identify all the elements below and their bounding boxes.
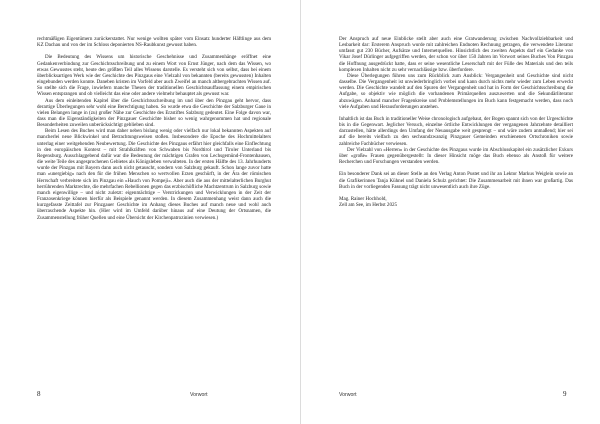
- running-footer: Vorwort: [190, 392, 208, 398]
- paragraph: Ein besonderer Dank sei an dieser Stelle an den Verlag Anton Pustet und ihr an Lektor Markus Weiglein sowie an die Grafikerinnen Tanja Kühnel und Daniela Schulz gerichtet: Die Zusammenarbeit mit ihnen war großartig. Das Buch in der vorliegenden Fassung trägt nicht unwesentlich auch ihre Züge.: [339, 171, 573, 190]
- right-page: [300, 0, 600, 424]
- paragraph: Der Anspruch auf neue Einblicke stellt aber auch eine Gratwanderung zwischen Nachvollziehbarkeit und Lesbarkeit dar: Ersterem Anspruch wurde mit zahlreichen Endnoten Rechnung getragen, die verwendete Literatur umfasst gut 230 Bücher, Aufsätze und Internetquellen. Hinsichtlich des zweiten Aspekts darf ein Gedanke von Vikar Josef Dürlinger aufgegriffen werden, der schon vor über 150 Jahren im Vorwort seines Buches Von Pinzgau die Hoffnung ausgedrückt hatte, dass er seine wesentliche Leserschaft mit der Fülle des Materials und den teils komplexen Inhalten nicht zu sehr vernachlässige bzw. überfordere.: [339, 36, 573, 73]
- running-footer: Vorwort: [339, 392, 357, 398]
- right-page-text: [339, 36, 573, 208]
- paragraph: Die Bedeutung des Wissens um historische Geschehnisse und Zusammenhänge eröffnet eine Gedankenverbindung zur Geschichtsschreibung und zu einem Wort von Ernst Jünger, nach dem das Wissen, wo etwas Gewusstes steht, heute den größten Teil alles Wissens darstelle. Es versteht sich von selbst, dass bei einem überblicksartigen Werk wie der Geschichte des Pinzgaus eine Vielzahl von bekannten (bereits gewussten) Inhalten eingebunden werden konnte. Daneben kristen im Vorfeld aber auch Zweifel an manch altbergebrachten Wissen auf. So stellte sich die Frage, inwiefern manche Thesen der traditionellen Geschichtsauffassung einem empirischen Wissen entsprangen und ob vielleicht das eine oder andere vielmehr behauptet als gewusst war.: [37, 54, 271, 98]
- page-number: 9: [563, 390, 567, 398]
- left-page-text: [37, 36, 271, 221]
- page-number: 8: [37, 390, 41, 398]
- paragraph: Aus dem einleitenden Kapitel über die Geschichtsschreibung im und über den Pinzgau geht hervor, dass derartige Überlegungen sehr wohl eine Berechtigung haben. So wurde etwa die Geschichte der Salzburger Gaue in vielen Belangen lange in (zu) großer Nähe zur Geschichte des Erzstiftes Salzburg gedeutet. Eine Folge davon war, dass man die Eigenständigkeiten der Pinzgauer Geschichte bisher so wenig wahrgenommen hat und regionale Besonderheiten zuweilen unberücksichtigt geblieben sind.: [37, 97, 271, 129]
- paragraph: Beim Lesen des Buches wird man daher neben bislang wenig oder vielfach nur lokal bekannten Aspekten auf mancherlei neue Blickwinkel und Betrachtungsweisen stoßen. Insbesondere die Epoche des Hochmittelalters unterlag einer weitgehenden Neubewertung. Die Geschichte des Pinzgaus erfährt hier gleichfalls eine Einflechtung in den europäischen Kontext – mit Strahlkräften von Schwaben bis Nordtirol und Tiroler Unterland bis Regensburg. Ausschlaggebend dafür war die Bedeutung der mächtigen Grafen von Lechsgemünd-Frontenhausen, die weite Teile des angesprochenen Gebietes als Königsleben verwalteten. In der ersten Hälfte des 13. Jahrhunderts wurde der Pinzgau mit Bayern dann auch nicht getauscht, sondern von Salzburg gekauft. Schon lange zuvor hatte man »unergiebig« nach den für die frühen Menschen so wertvollen Erzen geschürft, in der Ära der römischen Herrschaft verbreitete sich im Pinzgau ein »Hauch von Pompeji«. Aber auch die aus der mittelalterlichen Burghut herrührenden Marktrechte, die mehrfachen Rebellionen gegen das erzbischöfliche Machtzentrum in Salzburg sowie manch eigenwillige – und nicht zuletzt: eigenmächtige – Verstrickungen und Verwicklungen in der Zeit der Franzosenkriege können hierfür als Beispiele genannt werden. In diesem Zusammenhang weist dann auch die kurzgefasste Zeittafel zur Pinzgauer Geschichte im Anhang dieses Buches auf manch neue und wohl auch überraschende Aspekte hin. (Hier wird im Umfeld darüber hinaus auf eine Deutung der Ortsnamen, die Zusammenstellung früher Quellen und eine Übersicht der Kirchenpatrozinien verwiesen.): [37, 128, 271, 221]
- signoff-name: Mag. Rainer Hochhold,: [339, 196, 387, 203]
- paragraph: Der Vielzahl von »Herren« in der Geschichte des Pinzgaus wurde im Abschlusskapitel ein zusätzlicher Exkurs über »große« Frauen gegenübergestellt: In dieser Hinsicht möge das Buch ebenso als Anstoß für weitere Recherchen und Forschungen verstanden werden.: [339, 146, 573, 166]
- paragraph: Diese Überlegungen führen uns zum Rückblick zum Ausblick: Vergangenheit und Geschichte sind nicht dasselbe. Die Vergangenheit ist unwiederbringlich vorbei und kann durch nichts mehr wieder zum Leben erweckt werden. Die Geschichte wandelt auf den Spuren der Vergangenheit und hat in Form der Geschichtsschreibung die Aufgabe, so objektiv wie möglich die vorhandenen Primärquellen auszuwerten und die Sekundärliteratur abzuwägen. Anhand mancher Fragenkreise und Problemstellungen im Buch kann festgemacht werden, dass noch viele Aufgaben und Herausforderungen anstehen.: [339, 72, 573, 110]
- paragraph: Inhaltlich ist das Buch in traditioneller Weise chronologisch aufgebaut, der Bogen spannt sich von der Urgeschichte bis in die Gegenwart. Jeglicher Versuch, einzelne örtliche Entwicklungen der vergangenen Jahrzehnte detailliert darzustellen, hätte allerdings den Umfang der Neuausgabe weit gesprengt – und wäre zudem anmaßend; hier sei auf die bereits vielfach zu den sechsundzwanzig Pinzgauer Gemeinden erschienenen Ortschroniken sowie zahlreiche Fachbücher verwiesen.: [339, 116, 573, 147]
- paragraph: rechtmäßigen Eigentümern zurückerstattet. Nur wenige wollten später vom Einsatz hunderter Häftlinge aus dem KZ Dachau und von der im Schloss deponierten NS-Raubkunst gewusst haben.: [37, 36, 271, 49]
- signoff-place-date: Zell am See, im Herbst 2025: [339, 202, 398, 209]
